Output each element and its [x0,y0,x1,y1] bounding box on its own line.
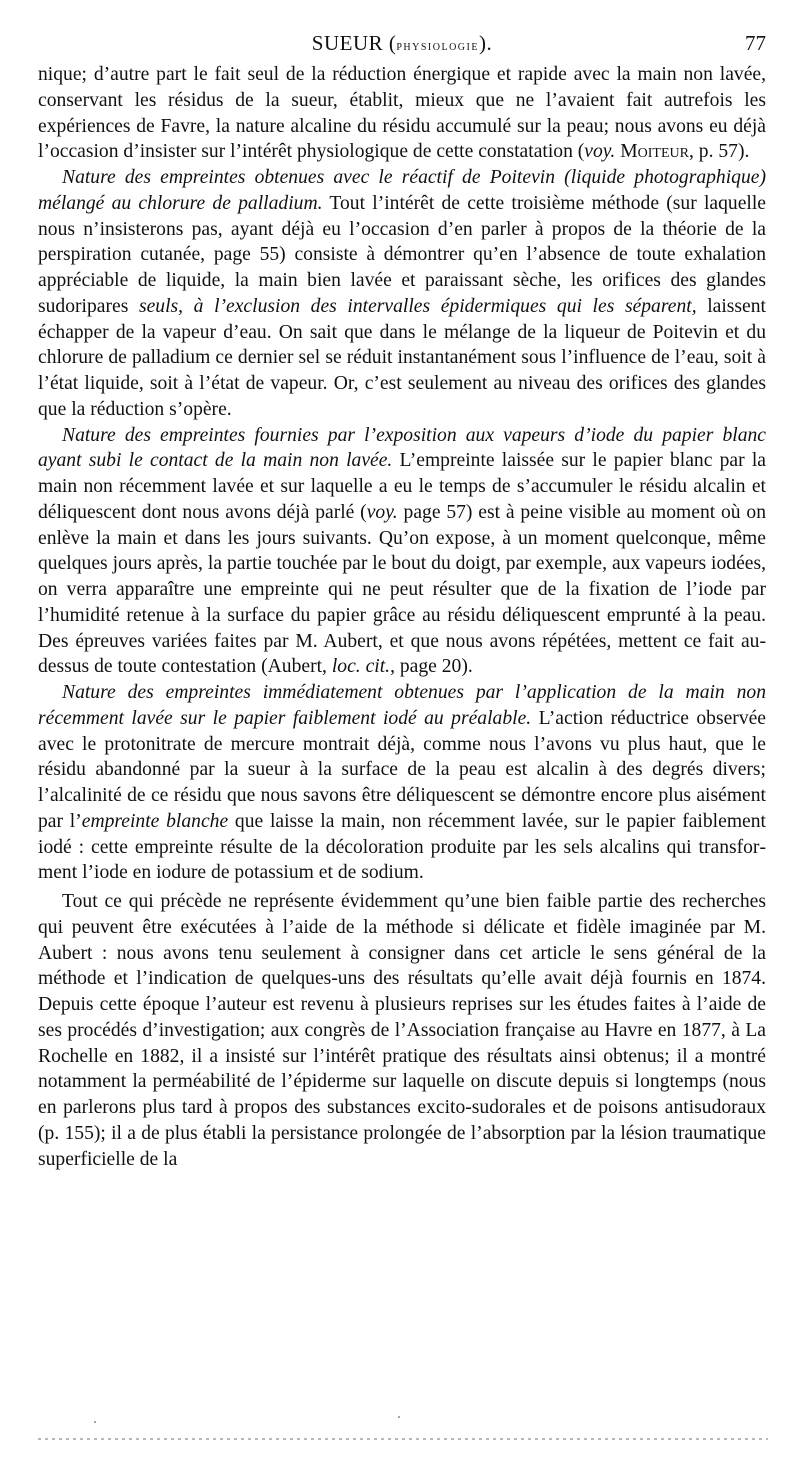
running-title-subject: physiologie [396,39,479,54]
print-speck [94,1421,96,1423]
paragraph-2 [38,165,766,423]
paragraph-2-emphasis: seuls, à l’exclusion des intervalles épidermiques qui les séparent, [138,295,697,317]
paragraph-4-text-1: L’action réductrice observée avec le protonitrate de mercure montrait déjà, comme nous l’avons vu plus haut, que le résidu abandonné par la sueur à la surface de la peau est alcalin à des degrés divers; l’alcalinité de ce résidu que nous savons être déliquescent se démontre encore plus aisément par l’ [38,707,767,832]
paragraph-3-text-3: , page 20). [390,656,473,678]
bleed-through-dots [38,1438,768,1440]
paragraph-2-text-1: Tout l’intérêt de cette troisième méthode (sur laquelle nous n’insisterons pas, ayant déjà eu l’occasion d’en parler à propos de la théorie de la perspiration cutanée, page 55) consiste à démontrer qu’en l’absence de toute exhalation appréciable de liquide, la main bien lavée et paraissant sèche, les orifices des glandes sudoripares [38,192,766,317]
paragraph-3 [38,423,766,681]
paragraph-3-text-1: L’empreinte laissée sur le papier blanc par la main non récemment lavée et sur laquelle a eu le temps de s’accumuler le résidu alcalin et déliquescent dont nous avons déjà parlé ( [38,450,766,523]
page-number: 77 [745,31,766,55]
paragraph-1-text-1: nique; d’autre part le fait seul de la réduction énergique et rapide avec la main non lavée, conservant les résidus de la sueur, établit, mieux que ne l’avaient fait autrefois les expériences de Favre, la nature alcaline du résidu accumulé sur la peau; nous avons eu déjà l’occasion d’insister sur l’intérêt physiologique de cette constatation ( [38,64,766,163]
paragraph-4-emphasis: empreinte blanche [81,810,229,832]
running-header [38,30,766,56]
paragraph-3-text-2: page 57) est à peine visible au moment où on enlève la main et dans les jours suivants. Qu’on expose, à un moment quelconque, même quelques jours après, la partie touchée par le bout du doigt, par exemple, aux vapeurs iodées, on verra apparaître une empreinte qui ne peut résulter que de la fixation de l’iode par l’humidité retenue à la surface du papier grâce au résidu déliquescent emprunté à la peau. Des épreuves variées faites par M. Aubert, et que nous avons répétées, mettent ce fait au-dessus de toute contestation (Aubert, [38,501,766,678]
paragraph-4 [38,680,766,886]
paragraph-4-text-2: que laisse la main, non récemment lavée, sur le papier faiblement iodé : cette empreinte résulte de la décoloration produite par les sels alcalins qui transforment l’iode en iodure de potassium et de sodium. [38,810,766,884]
paragraph-1-moiteur-reference: Moiteur [620,141,689,163]
paragraph-2-text-2: laissent échapper de la vapeur d’eau. On sait que dans le mélange de la liqueur de Poitevin et du chlorure de palladium ce dernier sel se réduit instantanément sous l’influence de l’eau, soit à l’état liquide, soit à l’état de vapeur. Or, c’est seulement au niveau des orifices des glandes que la réduction s’opère. [38,295,766,420]
bleed-through-line [38,1436,768,1442]
paragraph-1 [38,62,766,165]
print-speck [398,1416,400,1418]
paragraph-4-heading: Nature des empreintes immédiatement obtenues par l’application de la main non récemment lavée sur le papier faiblement iodé au préalable. [38,682,766,729]
paragraph-1-voy: voy. [584,141,616,163]
running-title-main: SUEUR ( [311,31,397,55]
running-title-end: ). [478,31,493,55]
running-title [38,30,766,60]
paragraph-3-loc-cit: loc. cit. [331,656,391,678]
paragraph-3-voy: voy. [366,501,398,523]
paragraph-3-heading: Nature des empreintes fournies par l’exposition aux vapeurs d’iode du papier blanc ayant subi le contact de la main non lavée. [38,424,766,472]
page-body [38,62,766,1172]
paragraph-5 [38,889,766,1172]
paragraph-1-text-2: , p. 57). [688,141,750,163]
paragraph-5-text: Tout ce qui précède ne représente évidemment qu’une bien faible partie des recherches qui peuvent être exécutées à l’aide de la méthode si délicate et fidèle imaginée par M. Aubert : nous avons tenu seulement à consigner dans cet article le sens général de la méthode et l’indication de quelques-uns des résultats qu’elle avait déjà fournis en 1874. Depuis cette époque l’auteur est revenu à plusieurs reprises sur les études faites à l’aide de ses procédés d’investigation; aux congrès de l’Association française au Havre en 1877, à La Rochelle en 1882, il a insisté sur l’intérêt pratique des résultats ainsi obtenus; il a montré notamment la perméabilité de l’épiderme sur laquelle on discute depuis si longtemps (nous en parlerons plus tard à propos des substances excito-sudorales et de poisons antisudoraux (p. 155); il a de plus établi la persistance prolongée de l’absorption par la lésion traumatique superficielle de la [38,891,766,1170]
paragraph-2-heading: Nature des empreintes obtenues avec le réactif de Poitevin (liquide photographique) mélangé au chlorure de palladium. [38,167,766,214]
